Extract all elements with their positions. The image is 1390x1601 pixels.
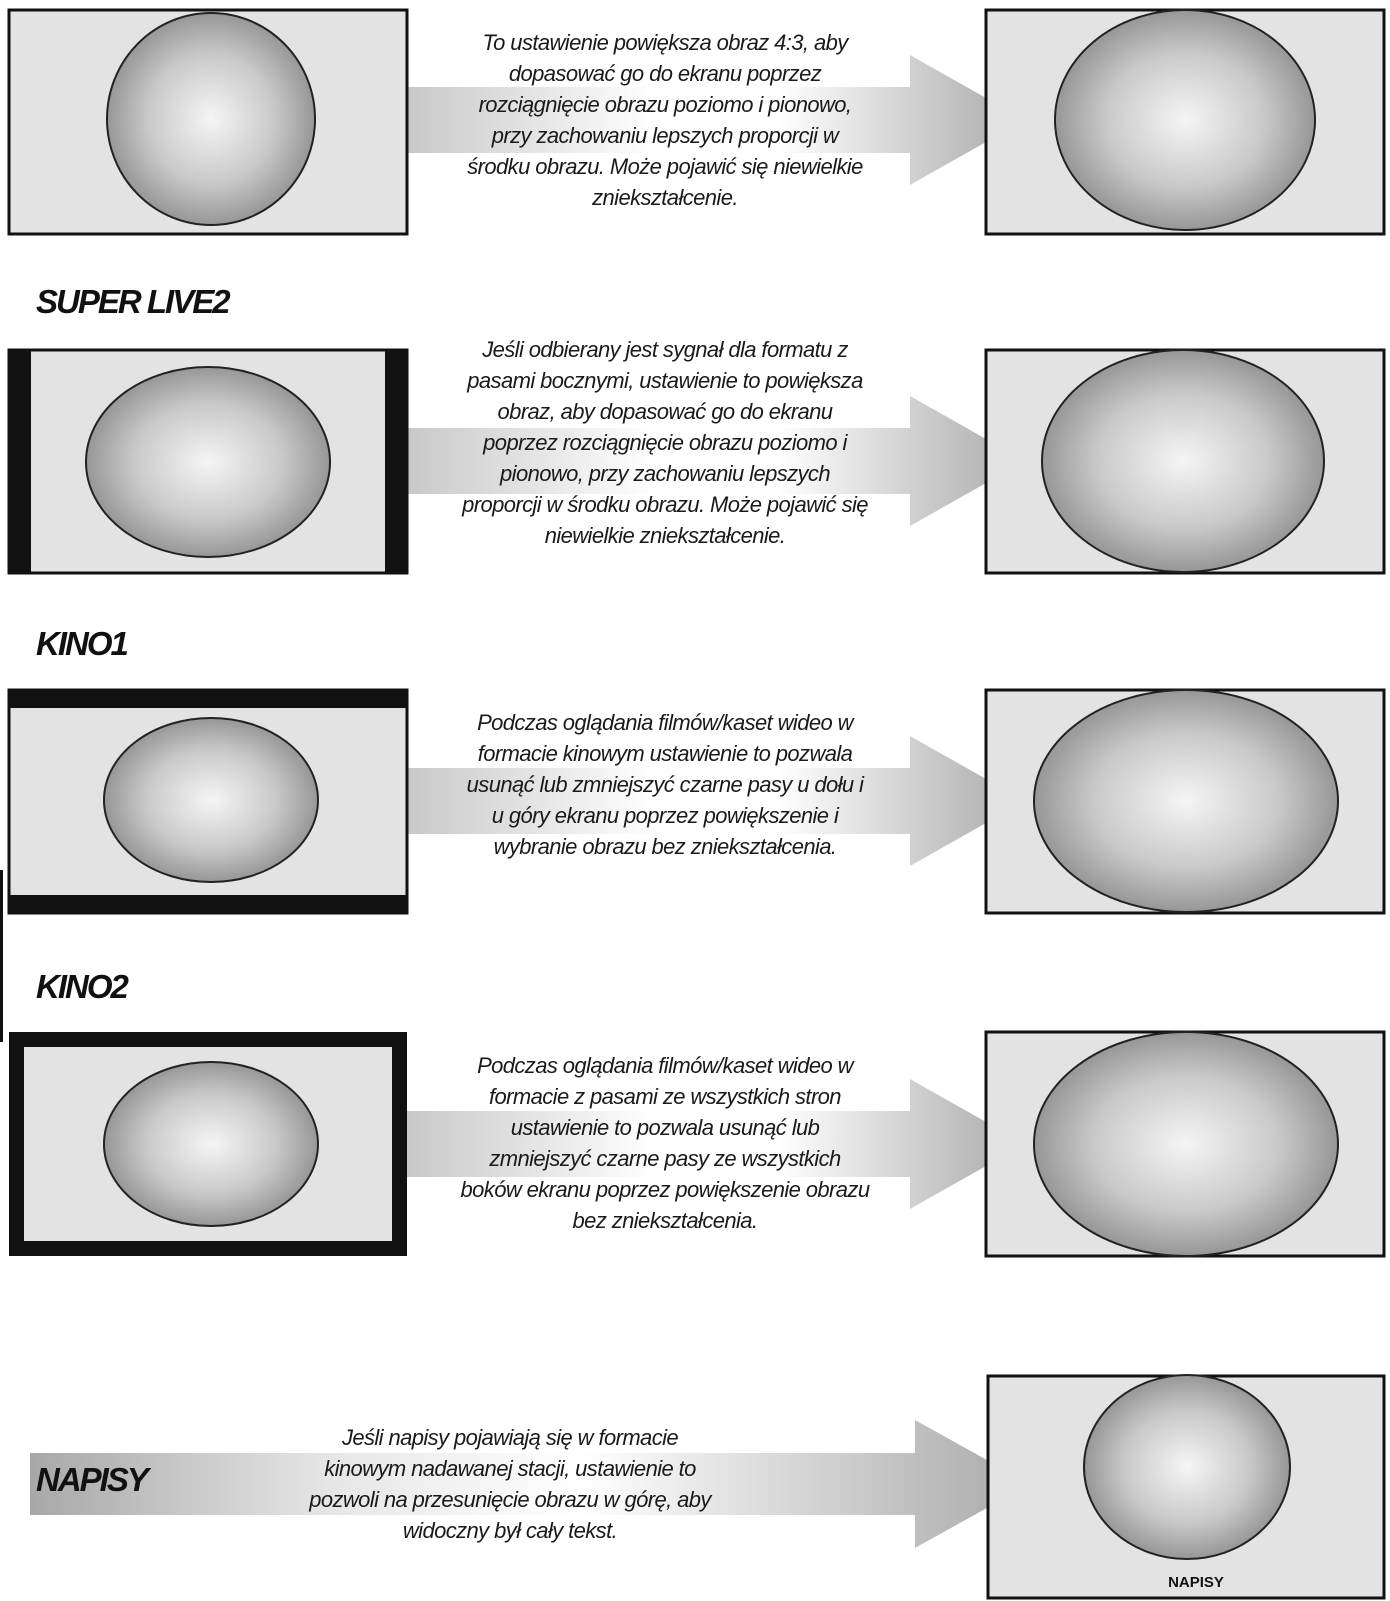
section-title-kino2: KINO2 [36,968,127,1005]
row-2-description: Jeśli odbierany jest sygnał dla formatu z pasami bocznymi, ustawienie to powiększa obraz, aby dopasować go do ekranu poprzez rozciągnięcie obrazu poziomo i pionowo, przy zachowaniu lepszych proporcji w środku obrazu. Może pojawić się niewielkie zniekształcenie. [462,337,868,548]
row-4-source-screen [9,1032,407,1256]
section-title-kino1: KINO1 [36,625,127,662]
row-3-source-screen [9,690,407,913]
row-1-description: To ustawienie powiększa obraz 4:3, aby dopasować go do ekranu poprzez rozciągnięcie obrazu poziomo i pionowo, przy zachowaniu lepszych proporcji w środku obrazu. Może pojawić się niewielkie zniekształcenie. [467,30,863,210]
row-2-source-screen [9,350,407,573]
row-4-description: Podczas oglądania filmów/kaset wideo w formacie z pasami ze wszystkich stron ustawienie to pozwala usunąć lub zmniejszyć czarne pasy ze wszystkich boków ekranu poprzez powiększenie obrazu bez zniekształcenia. [460,1053,870,1233]
row-3-description: Podczas oglądania filmów/kaset wideo w formacie kinowym ustawienie to pozwala usunąć lub zmniejszyć czarne pasy u dołu i u góry ekranu poprzez powiększenie i wybranie obrazu bez zniekształcenia. [466,710,864,859]
subtitle-screen-label: NAPISY [1168,1574,1224,1591]
row-1-source-screen [9,10,407,234]
section-title-napisy: NAPISY [36,1461,147,1498]
row-5-result-screen [988,1375,1384,1598]
row-3-result-screen [986,690,1384,913]
row-2-result-screen [986,350,1384,573]
row-5-description: Jeśli napisy pojawiają się w formacie kinowym nadawanej stacji, ustawienie to pozwoli na przesunięcie obrazu w górę, aby widoczny był cały tekst. [309,1425,711,1543]
row-4-result-screen [986,1032,1384,1256]
section-title-super-live2: SUPER LIVE2 [36,283,229,320]
margin-marker-line [0,870,3,1042]
row-1-result-screen [986,10,1384,234]
